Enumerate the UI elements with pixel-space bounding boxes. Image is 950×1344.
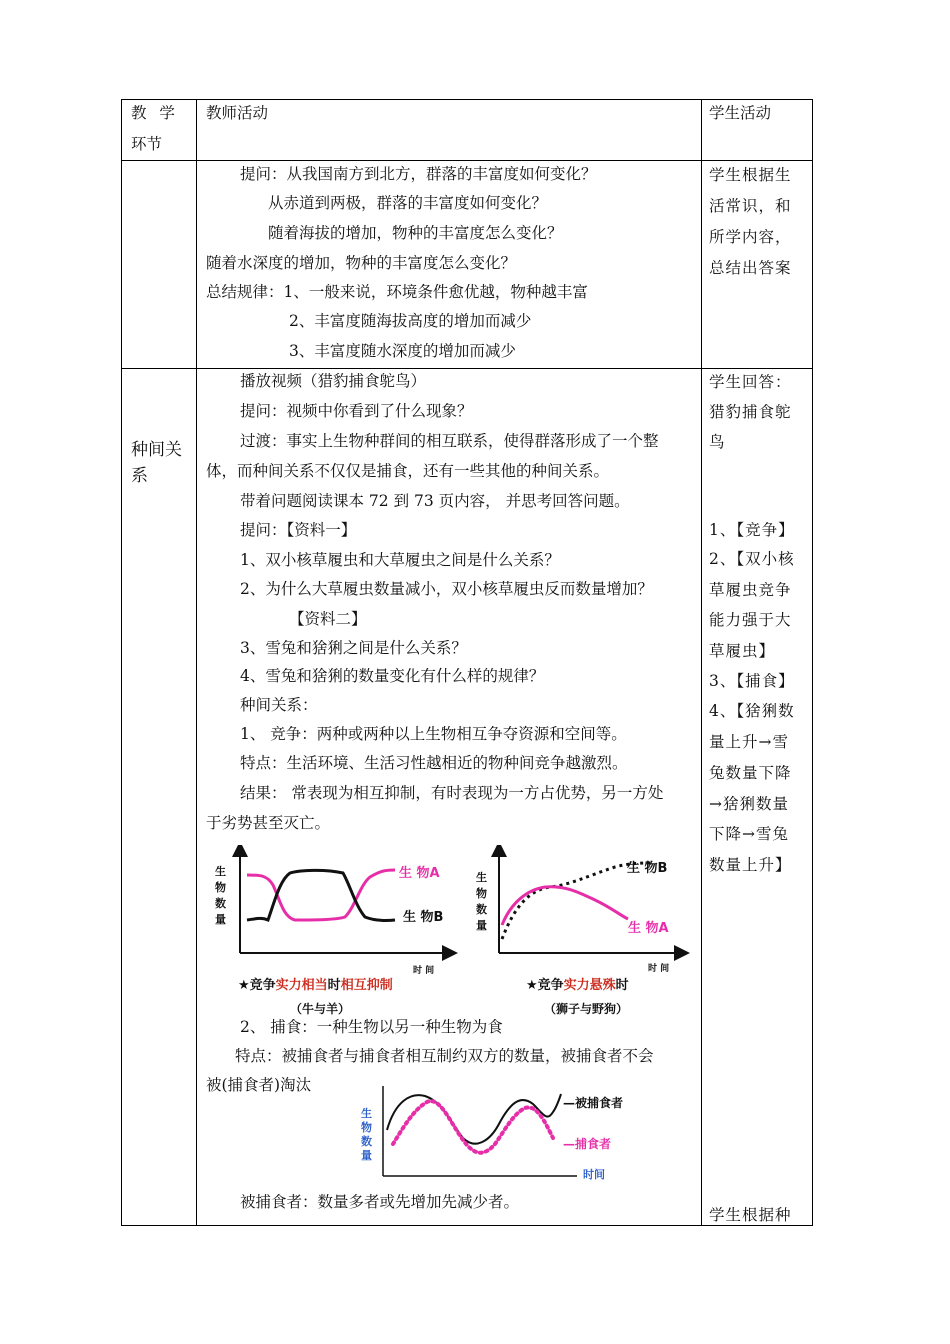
y-label-char: 生 (476, 871, 487, 884)
caption-sub: （牛与羊） (290, 1002, 351, 1016)
predator-label: —捕食者 (563, 1137, 612, 1151)
student-line: 数量上升】 (709, 856, 792, 874)
section-label-2: 系 (131, 466, 148, 486)
student-line: 所学内容， (709, 228, 792, 246)
y-label-char: 数 (215, 897, 226, 910)
teacher-line: 随着水深度的增加，物种的丰富度怎么变化？ (206, 254, 517, 272)
row-divider (122, 368, 812, 369)
predation-chart (355, 1082, 685, 1182)
student-line: 量上升→雪 (709, 733, 789, 751)
x-axis-label: 时 间 (413, 966, 435, 976)
teacher-line: 2、丰富度随海拔高度的增加而减少 (289, 312, 532, 330)
competition-chart-unequal (470, 845, 690, 1020)
header-section-label-2: 环节 (131, 135, 163, 153)
student-line: 学生回答： (709, 373, 792, 391)
caption (526, 977, 629, 993)
student-line: 学生根据种 (709, 1206, 792, 1224)
student-line: 草履虫】 (709, 642, 776, 660)
series-b-line (247, 870, 395, 920)
teacher-line: 从赤道到两极，群落的丰富度如何变化？ (268, 194, 548, 212)
teacher-line: 3、丰富度随水深度的增加而减少 (289, 342, 516, 360)
teacher-line: 特点：生活环境、生活习性越相近的物种间竞争越激烈。 (240, 754, 628, 772)
section-label: 种间关 (131, 440, 182, 460)
teacher-line: 3、雪兔和猞猁之间是什么关系？ (240, 639, 467, 657)
prey-line (387, 1094, 561, 1144)
teacher-line: 总结规律：1、一般来说，环境条件愈优越，物种越丰富 (206, 283, 588, 301)
x-axis-label: 时 间 (648, 964, 670, 974)
series-a-label: 生 物A (399, 866, 440, 881)
teacher-line: 4、雪兔和猞猁的数量变化有什么样的规律？ (240, 667, 545, 685)
y-label-char: 量 (361, 1149, 372, 1162)
student-line: →猞猁数量 (709, 795, 789, 813)
x-axis-label: 时间 (583, 1168, 605, 1181)
teacher-line: 特点：被捕食者与捕食者相互制约双方的数量，被捕食者不会 (235, 1047, 654, 1065)
teacher-line: 种间关系： (240, 696, 318, 714)
student-line: 猎豹捕食鸵 (709, 403, 792, 421)
caption-mid: 时 (327, 978, 341, 993)
teacher-line: 结果： 常表现为相互抑制，有时表现为一方占优势，另一方处 (240, 784, 664, 802)
caption-highlight: 相互抑制 (340, 978, 393, 993)
column-divider (701, 100, 702, 1225)
caption-highlight: 实力相当 (275, 978, 328, 993)
series-b-label: 生 物B (627, 861, 668, 876)
teacher-line: 提问：视频中你看到了什么现象？ (240, 402, 473, 420)
header-student: 学生活动 (709, 104, 772, 122)
y-label-char: 物 (476, 887, 487, 900)
student-line: 鸟 (709, 433, 726, 451)
teacher-line: 体，而种间关系不仅仅是捕食，还有一些其他的种间关系。 (206, 462, 610, 480)
teacher-line: 1、双小核草履虫和大草履虫之间是什么关系？ (240, 551, 560, 569)
student-line: 活常识，和 (709, 197, 792, 215)
series-a-label: 生 物A (628, 921, 669, 936)
y-label-char: 生 (361, 1107, 372, 1120)
column-divider (196, 100, 197, 1225)
caption-highlight: 实力悬殊 (563, 978, 616, 993)
teacher-line: 被捕食者：数量多者或先增加先减少者。 (240, 1193, 520, 1211)
student-line: 草履虫竞争 (709, 581, 792, 599)
teacher-line: 被(捕食者)淘汰 (206, 1076, 312, 1094)
teacher-line: 2、为什么大草履虫数量减小，双小核草履虫反而数量增加？ (240, 580, 653, 598)
teacher-line: 提问：【资料一】 (240, 521, 357, 539)
caption-sub: （狮子与野狗） (544, 1002, 629, 1016)
competition-chart-equal (205, 845, 465, 1020)
prey-label: —被捕食者 (563, 1096, 624, 1110)
student-line: 1、【竞争】 (709, 521, 795, 539)
student-line: 2、【双小核 (709, 550, 795, 568)
student-line: 兔数量下降 (709, 764, 792, 782)
header-section-label: 教 学 (131, 104, 179, 122)
teacher-line: 播放视频（猎豹捕食鸵鸟） (240, 372, 427, 390)
teacher-line: 过渡：事实上生物种群间的相互联系，使得群落形成了一个整 (240, 432, 659, 450)
teacher-line: 1、 竞争：两种或两种以上生物相互争夺资源和空间等。 (240, 725, 627, 743)
caption-star: ★竞争 (238, 978, 276, 993)
teacher-line: 【资料二】 (289, 610, 367, 628)
caption-star: ★竞争 (526, 978, 564, 993)
student-line: 3、【捕食】 (709, 672, 795, 690)
header-teacher: 教师活动 (206, 104, 269, 122)
series-a-line (502, 887, 628, 925)
y-label-char: 量 (215, 913, 226, 926)
y-label-char: 生 (215, 865, 226, 878)
caption-end: 时 (615, 978, 629, 993)
student-line: 4、【猞猁数 (709, 702, 795, 720)
student-line: 下降→雪兔 (709, 825, 789, 843)
teacher-line: 于劣势甚至灭亡。 (206, 814, 331, 832)
y-label-char: 物 (361, 1121, 372, 1134)
caption (238, 977, 393, 993)
teacher-line: 提问：从我国南方到北方，群落的丰富度如何变化？ (240, 165, 597, 183)
series-b-label: 生 物B (403, 910, 444, 925)
student-line: 学生根据生 (709, 166, 792, 184)
student-line: 能力强于大 (709, 611, 792, 629)
row-divider (122, 160, 812, 161)
predator-line (393, 1101, 553, 1153)
teacher-line: 2、 捕食：一种生物以另一种生物为食 (240, 1018, 503, 1036)
y-label-char: 物 (215, 881, 226, 894)
y-label-char: 数 (361, 1135, 372, 1148)
student-line: 总结出答案 (709, 259, 792, 277)
y-label-char: 数 (476, 903, 487, 916)
teacher-line: 随着海拔的增加，物种的丰富度怎么变化？ (268, 224, 563, 242)
teacher-line: 带着问题阅读课本 72 到 73 页内容， 并思考回答问题。 (240, 492, 630, 510)
y-label-char: 量 (476, 919, 487, 932)
